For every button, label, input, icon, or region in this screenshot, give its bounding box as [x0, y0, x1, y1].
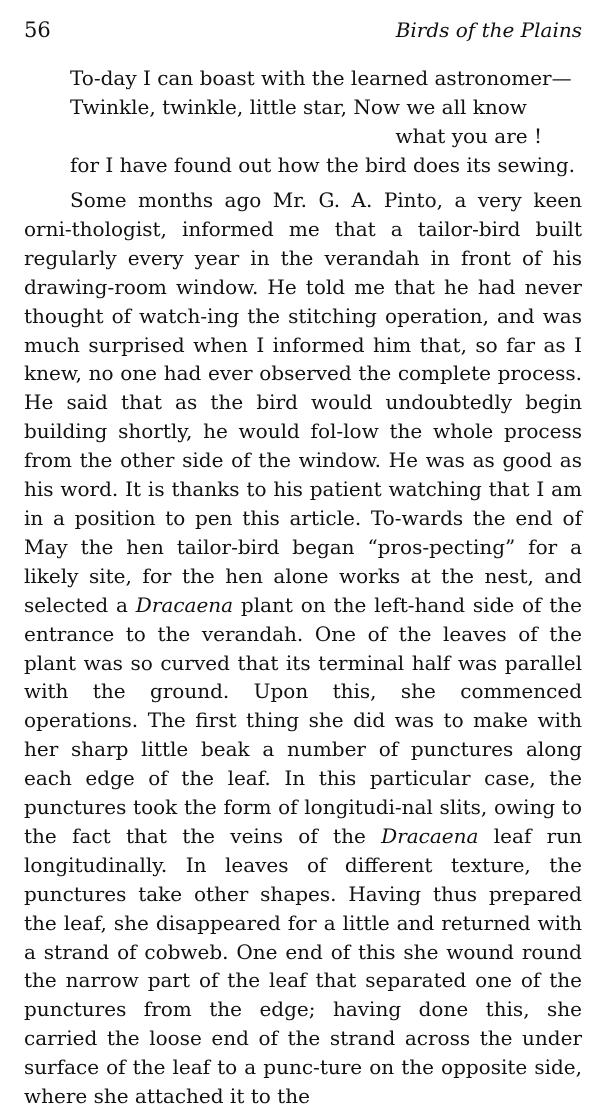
verse-line-1: To-day I can boast with the learned astronomer—	[70, 66, 572, 90]
running-title: Birds of the Plains	[395, 18, 582, 42]
page-number: 56	[24, 18, 51, 42]
main-paragraph	[24, 186, 582, 1111]
verse-line-3: what you are !	[395, 124, 542, 148]
paragraph-text-part-3: leaf run longitudinally. In leaves of different texture, the punctures take other shapes. Having thus prepared the leaf, she disappeared for a little and returned with a strand of cobweb. One end of this she wound round the narrow part of the leaf that separated one of the punctures from the edge; having done this, she carried the loose end of the strand across the under surface of the leaf to a punc-ture on the opposite side, where she attached it to the	[24, 823, 582, 1109]
book-page	[24, 18, 582, 1109]
verse-line-2: Twinkle, twinkle, little star, Now we all know	[70, 95, 527, 119]
paragraph-text-part-2: plant on the left-hand side of the entrance to the verandah. One of the leaves of the plant was so curved that its terminal half was parallel with the ground. Upon this, she commenced operations. The first thing she did was to make with her sharp little beak a number of punctures along each edge of the leaf. In this particular case, the punctures took the form of longitudi-nal slits, owing to the fact that the veins of the	[24, 592, 582, 848]
paragraph-text-part-1: Some months ago Mr. G. A. Pinto, a very keen orni-thologist, informed me that a tailor-bird built regularly every year in the verandah in front of his drawing-room window. He told me that he had never thought of watch-ing the stitching operation, and was much surprised when I informed him that, so far as I knew, no one had ever observed the complete process. He said that as the bird would undoubtedly begin building shortly, he would fol-low the whole process from the other side of the window. He was as good as his word. It is thanks to his patient watching that I am in a position to pen this article. To-wards the end of May the hen tailor-bird began “pros-pecting” for a likely site, for the hen alone works at the nest, and selected a	[24, 188, 582, 617]
verse-line-4: for I have found out how the bird does its sewing.	[70, 153, 576, 177]
quoted-verse	[24, 64, 582, 180]
page-header	[24, 18, 582, 52]
italic-dracaena-2: Dracaena	[381, 823, 479, 848]
italic-dracaena-1: Dracaena	[135, 592, 234, 617]
